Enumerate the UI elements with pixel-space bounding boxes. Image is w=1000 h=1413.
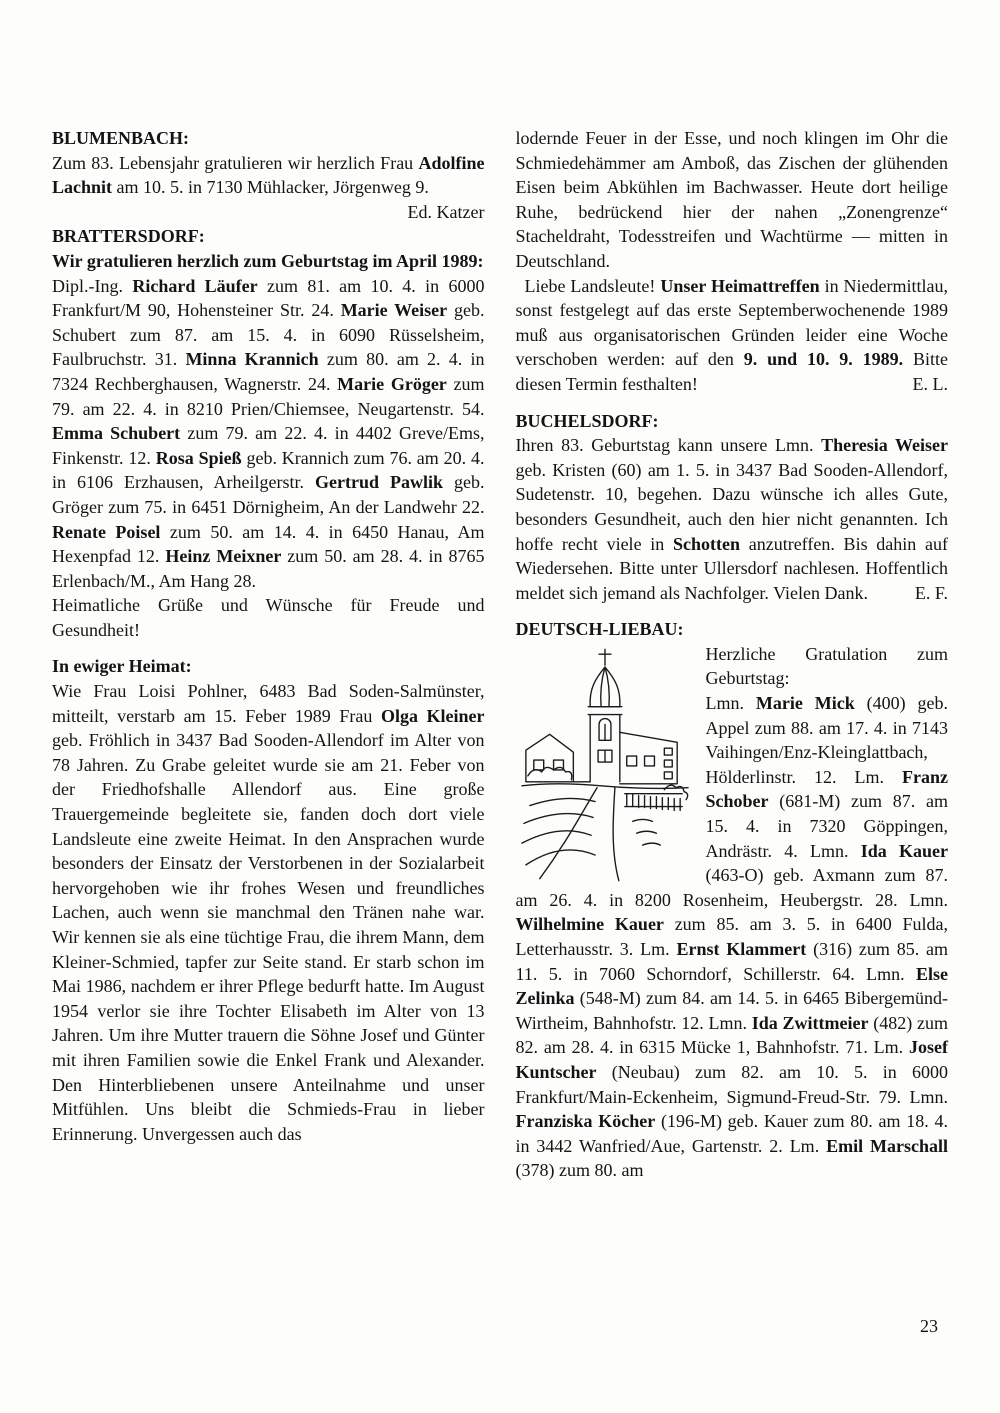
text-run: am 10. 5. in 7130 Mühlacker, Jörgenweg 9. xyxy=(112,177,429,198)
text-run: (463-O) geb. Axmann zum 87. am 26. 4. in 8200 Rosenheim, Heubergstr. 28. Lmn. xyxy=(515,865,948,910)
bold-name: Else Zelinka xyxy=(515,963,948,1009)
paragraph xyxy=(516,274,949,397)
left-column xyxy=(52,126,485,1183)
bold-name: Theresia Weiser xyxy=(821,435,948,456)
text-run: lodernde Feuer in der Esse, und noch klingen im Ohr die Schmiedehämmer am Amboß, das Zischen der glühenden Eisen beim Abkühlen im Bachwasser. Heute dort heilige Ruhe, bedrückend hier der nahen „Zonengrenze“ Stacheldraht, Todesstreifen und Wachtürme — mitten in Deutschland. xyxy=(515,128,948,271)
text-run: in Niedermittlau, sonst festgelegt auf das erste Septemberwochenende 1989 muß aus organisatorischen Gründen leider eine Woche verschoben werden: auf den xyxy=(515,275,948,370)
text-run: zum 79. am 22. 4. in 4402 Greve/Ems, Finkenstr. 12. xyxy=(52,423,485,468)
text-run: geb. Schubert zum 87. am 15. 4. in 6090 Rüsselsheim, Faulbruchstr. 31. xyxy=(52,300,485,370)
paragraph xyxy=(52,151,485,222)
bold-name: Josef Kuntscher xyxy=(515,1037,948,1082)
bold-name: Ernst Klammert xyxy=(676,939,807,959)
text-run: Liebe Landsleute! xyxy=(524,275,661,296)
text-run: Bitte diesen Termin festhalten! xyxy=(515,349,948,394)
signature: E. L. xyxy=(912,373,948,394)
text-run: (Neubau) zum 82. am 10. 5. in 6000 Frankfurt/Main-Eckenheim, Sigmund-Freud-Str. 79. Lmn. xyxy=(515,1061,948,1107)
text-run: zum 79. am 22. 4. in 8210 Prien/Chiemsee, Neugartenstr. 54. xyxy=(52,373,485,419)
bold-name: Marie Weiser xyxy=(340,300,448,321)
bold-name: Marie Gröger xyxy=(337,373,447,394)
section-heading: In ewiger Heimat: xyxy=(52,656,192,677)
text-run: (681-M) zum 87. am 15. 4. in 7320 Göppingen, Andrästr. 4. Lmn. xyxy=(705,791,948,861)
signature: Ed. Katzer xyxy=(407,201,485,222)
bold-name: Adolfine Lachnit xyxy=(52,152,485,198)
text-run: Ihren 83. Geburtstag kann unsere Lmn. xyxy=(515,435,822,456)
right-column xyxy=(516,126,949,1183)
bold-name: Emil Marschall xyxy=(826,1135,948,1156)
paragraph xyxy=(516,433,949,605)
bold-name: 9. und 10. 9. 1989. xyxy=(743,349,904,370)
text-run: Heimatliche Grüße und Wünsche für Freude und Gesundheit! xyxy=(52,595,485,640)
text-run: zum 80. am 2. 4. in 7324 Rechberghausen, Wagnerstr. 24. xyxy=(52,349,485,394)
text-run: (196-M) geb. Kauer zum 80. am 18. 4. in 3442 Wanfried/Aue, Gartenstr. 2. Lm. xyxy=(515,1111,948,1156)
bold-name: Rosa Spieß xyxy=(155,447,242,468)
bold-name: Franz Schober xyxy=(705,766,948,812)
paragraph xyxy=(52,249,485,274)
bold-name: Schotten xyxy=(673,533,740,554)
text-run: Herzliche Gratulation zum Geburtstag: xyxy=(705,643,948,689)
bold-name: Olga Kleiner xyxy=(380,705,485,726)
text-run: geb. Krannich zum 76. am 20. 4. in 6106 Erzhausen, Arheilgerstr. xyxy=(52,447,485,493)
text-run: geb. Gröger zum 75. in 6451 Dörnigheim, An der Landwehr 22. xyxy=(52,472,485,517)
bold-name: Marie Mick xyxy=(755,693,855,714)
text-run: Wie Frau Loisi Pohlner, 6483 Bad Soden-Salmünster, mitteilt, verstarb am 15. Feber 1989 Frau xyxy=(52,681,485,726)
church-illustration xyxy=(516,645,694,885)
text-run: zum 50. am 14. 4. in 6450 Hanau, Am Hexenpfad 12. xyxy=(52,521,485,567)
text-run: (482) zum 82. am 28. 4. in 6315 Mücke 1, Bahnhofstr. 71. Lm. xyxy=(515,1012,949,1058)
text-run: (316) zum 85. am 11. 5. in 7060 Schorndorf, Schillerstr. 64. Lmn. xyxy=(515,939,949,984)
bold-name: Heinz Meixner xyxy=(165,546,282,567)
section-heading: BUCHELSDORF: xyxy=(515,410,659,431)
text-run: zum 50. am 28. 4. in 8765 Erlenbach/M., Am Hang 28. xyxy=(52,546,485,591)
text-run: geb. Fröhlich in 3437 Bad Sooden-Allendorf im Alter von 78 Jahren. Zu Grabe geleitet wurde sie am 21. Feber von der Friedhofshalle Allendorf aus. Eine große Trauergemeinde begleitete sie, fanden doch dort viele Landsleute eine zweite Heimat. In den Ansprachen wurde besonders der Einsatz der Verstorbenen in der Sozialarbeit hervorgehoben wie ihr frohes Wesen und freundliches Lachen, auch wenn sie manchmal den Tränen nahe war. Wir kennen sie als eine tüchtige Frau, die ihrem Mann, dem Kleiner-Schmied, tapfer zur Seite stand. Er starb schon im Mai 1986, nachdem er ihrer Pflege bedurft hatte. Im August 1954 verlor sie ihre Tochter Elisabeth im Alter von 13 Jahren. Um ihre Mutter trauern die Söhne Josef und Günter mit ihren Familien sowie die Enkel Frank und Alexander. Den Hinterbliebenen unsere Anteilnahme und unser Mitfühlen. Uns bleibt die Schmieds-Frau in lieber Erinnerung. Unvergessen auch das xyxy=(52,730,485,1144)
section-heading: DEUTSCH-LIEBAU: xyxy=(515,619,684,640)
text-run: (378) zum 80. am xyxy=(515,1160,644,1181)
two-column-layout xyxy=(52,126,948,1183)
page-number: 23 xyxy=(920,1316,938,1336)
section-heading: BRATTERSDORF: xyxy=(52,226,205,247)
bold-name: Renate Poisel xyxy=(52,521,161,542)
signature: E. F. xyxy=(914,582,948,603)
text-run: zum 81. am 10. 4. in 6000 Frankfurt/M 90, Hohensteiner Str. 24. xyxy=(52,275,485,321)
bold-name: Richard Läufer xyxy=(132,275,258,296)
text-run: Zum 83. Lebensjahr gratulieren wir herzlich Frau xyxy=(52,152,419,173)
bold-name: Unser Heimattreffen xyxy=(660,275,820,296)
bold-name: Ida Zwittmeier xyxy=(751,1012,869,1033)
bold-name: Ida Kauer xyxy=(860,840,948,861)
paragraph xyxy=(516,126,949,274)
bold-name: Wilhelmine Kauer xyxy=(515,914,664,935)
text-run: Dipl.-Ing. xyxy=(52,275,133,296)
paragraph xyxy=(516,642,949,1183)
text-run: Lmn. xyxy=(705,693,756,714)
bold-name: Franziska Köcher xyxy=(515,1111,656,1132)
paragraph xyxy=(52,593,485,642)
text-run: geb. Kristen (60) am 1. 5. in 3437 Bad Sooden-Allendorf, Sudetenstr. 10, begehen. Dazu wünsche ich alles Gute, besonders Gesundheit, auch den hier nicht genannten. Ich hoffe recht viele in xyxy=(515,459,948,554)
text-run: anzutreffen. Bis dahin auf Wiedersehen. Bitte unter Ullersdorf nachlesen. Hoffentlich meldet sich jemand als Nachfolger. Vielen Dank. xyxy=(515,533,948,603)
bold-name: Minna Krannich xyxy=(185,349,319,370)
bold-name: Wir gratulieren herzlich zum Geburtstag im April 1989: xyxy=(52,250,484,271)
section-heading: BLUMENBACH: xyxy=(52,128,190,148)
paragraph xyxy=(52,679,485,1146)
paragraph xyxy=(52,274,485,594)
church-sketch-svg xyxy=(516,645,694,885)
bold-name: Emma Schubert xyxy=(52,423,181,444)
bold-name: Gertrud Pawlik xyxy=(314,472,443,493)
text-run: zum 85. am 3. 5. in 6400 Fulda, Letterhausstr. 3. Lm. xyxy=(515,914,949,959)
text-run: (400) geb. Appel zum 88. am 17. 4. in 7143 Vaihingen/Enz-Kleinglattbach, Hölderlinstr. 12. Lm. xyxy=(705,693,949,787)
text-run: (548-M) zum 84. am 14. 5. in 6465 Bibergemünd-Wirtheim, Bahnhofstr. 12. Lmn. xyxy=(515,988,948,1033)
